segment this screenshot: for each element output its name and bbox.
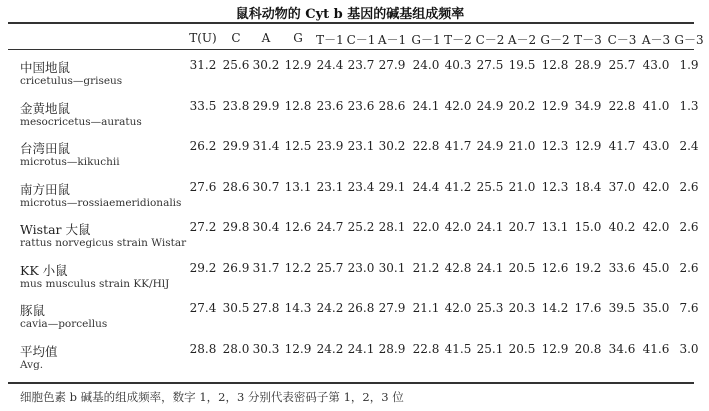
table-cell: 20.2 [508, 98, 536, 113]
table-cell: 29.1 [378, 179, 406, 194]
table-cell: 30.3 [252, 341, 280, 356]
table-cell: 25.1 [476, 341, 504, 356]
table-cell: 24.9 [476, 98, 504, 113]
table-cell: 12.6 [541, 260, 569, 275]
table-cell: 25.7 [316, 260, 344, 275]
table-cell: 24.9 [476, 139, 504, 153]
table-row [0, 342, 700, 380]
table-cell: 30.5 [222, 301, 250, 315]
header-rule [8, 49, 694, 50]
table-cell: 34.9 [574, 98, 602, 113]
table-cell: 21.0 [508, 139, 536, 153]
table-cell: 29.8 [222, 220, 250, 234]
table-cell: 13.1 [541, 220, 569, 234]
table-cell: 2.4 [679, 139, 699, 153]
table-cell: 12.5 [284, 139, 312, 153]
table-cell: 24.1 [476, 220, 504, 234]
column-header: A－2 [507, 33, 537, 47]
table-cell: 28.9 [574, 58, 602, 72]
table-cell: 20.5 [508, 341, 536, 356]
table-cell: 26.9 [222, 260, 250, 275]
table-cell: 26.2 [189, 139, 217, 153]
table-cell: 27.9 [378, 58, 406, 72]
table-cell: 42.0 [444, 98, 472, 113]
table-cell: 23.0 [347, 260, 375, 275]
species-name-cn: 南方田鼠 [20, 181, 71, 197]
table-cell: 28.9 [378, 341, 406, 356]
column-header: T－3 [574, 33, 602, 47]
table-cell: 7.6 [679, 301, 699, 315]
column-header: G [293, 31, 303, 45]
table-cell: 17.6 [574, 301, 602, 315]
table-cell: 19.5 [508, 58, 536, 72]
table-cell: 12.9 [284, 58, 312, 72]
table-cell: 12.6 [284, 220, 312, 234]
table-row [0, 139, 700, 177]
table-cell: 27.5 [476, 58, 504, 72]
table-row [0, 58, 700, 96]
table-cell: 23.1 [316, 179, 344, 194]
table-cell: 21.2 [412, 260, 440, 275]
table-cell: 41.6 [642, 341, 670, 356]
table-cell: 23.6 [316, 98, 344, 113]
table-cell: 25.2 [347, 220, 375, 234]
table-cell: 45.0 [642, 260, 670, 275]
table-cell: 12.3 [541, 139, 569, 153]
species-name-latin: cricetulus—griseus [20, 75, 123, 87]
column-header: T－1 [316, 33, 344, 47]
table-cell: 35.0 [642, 301, 670, 315]
table-cell: 24.1 [476, 260, 504, 275]
table-cell: 41.7 [444, 139, 472, 153]
column-header: C－2 [475, 33, 505, 47]
bottom-rule [8, 382, 694, 384]
table-cell: 39.5 [608, 301, 636, 315]
table-cell: 13.1 [284, 179, 312, 194]
column-header: C－3 [607, 33, 637, 47]
table-cell: 23.1 [347, 139, 375, 153]
species-name-cn: 金黄地鼠 [20, 100, 71, 116]
table-cell: 31.7 [252, 260, 280, 275]
table-cell: 12.3 [541, 179, 569, 194]
species-name-latin: mus musculus strain KK/HlJ [20, 277, 170, 290]
table-cell: 30.2 [252, 58, 280, 72]
table-cell: 40.2 [608, 220, 636, 234]
table-cell: 25.5 [476, 179, 504, 194]
footnote: 细胞色素 b 碱基的组成频率，数字 1，2，3 分别代表密码子第 1，2，3 位 [20, 390, 404, 404]
table-cell: 28.6 [378, 98, 406, 113]
top-rule [8, 22, 694, 24]
table-cell: 30.1 [378, 260, 406, 275]
species-name-latin: mesocricetus—auratus [20, 115, 142, 128]
species-name-cn: 豚鼠 [20, 303, 46, 318]
table-cell: 2.6 [679, 220, 699, 234]
column-header: A－1 [377, 33, 407, 47]
table-cell: 19.2 [574, 260, 602, 275]
table-row [0, 180, 700, 218]
table-cell: 37.0 [608, 179, 636, 194]
species-name-latin: microtus—rossiaemeridionalis [20, 196, 182, 209]
table-cell: 12.9 [541, 98, 569, 113]
table-cell: 2.6 [679, 179, 699, 194]
table-cell: 42.0 [444, 220, 472, 234]
table-cell: 29.9 [222, 139, 250, 153]
table-cell: 24.0 [412, 58, 440, 72]
species-name-latin: cavia—porcellus [20, 318, 108, 330]
table-cell: 41.0 [642, 98, 670, 113]
table-cell: 24.1 [347, 341, 375, 356]
table-cell: 30.7 [252, 179, 280, 194]
table-cell: 1.3 [679, 98, 699, 113]
column-header: A－3 [641, 33, 671, 47]
table-cell: 3.0 [679, 341, 699, 356]
table-cell: 29.9 [252, 98, 280, 113]
table-cell: 29.2 [189, 260, 217, 275]
table-row [0, 99, 700, 137]
table-cell: 41.5 [444, 341, 472, 356]
species-name-cn: 平均值 [20, 343, 58, 359]
table-cell: 27.6 [189, 179, 217, 194]
table-cell: 12.9 [574, 139, 602, 153]
table-cell: 24.2 [316, 301, 344, 315]
species-name-cn: Wistar 大鼠 [20, 222, 91, 237]
table-cell: 30.2 [378, 139, 406, 153]
column-header: T(U) [189, 31, 217, 45]
species-name-latin: Avg. [20, 358, 44, 371]
table-cell: 24.2 [316, 341, 344, 356]
table-cell: 22.8 [608, 98, 636, 113]
table-cell: 23.9 [316, 139, 344, 153]
table-cell: 33.6 [608, 260, 636, 275]
table-cell: 12.9 [541, 341, 569, 356]
column-header: T－2 [444, 33, 472, 47]
table-cell: 26.8 [347, 301, 375, 315]
table-cell: 25.7 [608, 58, 636, 72]
table-cell: 22.8 [412, 139, 440, 153]
column-header: C [231, 31, 241, 45]
table-cell: 12.8 [541, 58, 569, 72]
column-header: G－1 [411, 33, 441, 47]
table-cell: 28.1 [378, 220, 406, 234]
table-cell: 22.8 [412, 341, 440, 356]
table-cell: 42.0 [642, 179, 670, 194]
table-cell: 20.8 [574, 341, 602, 356]
table-cell: 31.2 [189, 58, 217, 72]
species-name-latin: rattus norvegicus strain Wistar [20, 237, 187, 249]
table-cell: 12.9 [284, 341, 312, 356]
table-cell: 20.7 [508, 220, 536, 234]
table-cell: 43.0 [642, 58, 670, 72]
table-cell: 24.7 [316, 220, 344, 234]
table-cell: 21.1 [412, 301, 440, 315]
table-cell: 18.4 [574, 179, 602, 194]
table-cell: 23.6 [347, 98, 375, 113]
table-cell: 22.0 [412, 220, 440, 234]
table-cell: 33.5 [189, 98, 217, 113]
table-cell: 40.3 [444, 58, 472, 72]
table-cell: 23.8 [222, 98, 250, 113]
table-cell: 23.4 [347, 179, 375, 194]
species-name-latin: microtus—kikuchii [20, 156, 120, 168]
table-title: 鼠科动物的 Cyt b 基因的碱基组成频率 [235, 7, 465, 22]
table-cell: 34.6 [608, 341, 636, 356]
table-cell: 20.5 [508, 260, 536, 275]
table-cell: 1.9 [679, 58, 699, 72]
table-cell: 24.1 [412, 98, 440, 113]
table-cell: 42.8 [444, 260, 472, 275]
species-name-cn: 中国地鼠 [20, 60, 71, 75]
column-header: C－1 [346, 33, 376, 47]
table-cell: 25.3 [476, 301, 504, 315]
column-header: G－2 [540, 33, 570, 47]
table-cell: 27.4 [189, 301, 217, 315]
table-cell: 20.3 [508, 301, 536, 315]
table-row [0, 301, 700, 339]
table-cell: 27.8 [252, 301, 280, 315]
table-cell: 2.6 [679, 260, 699, 275]
table-row [0, 261, 700, 299]
table-cell: 28.8 [189, 341, 217, 356]
table-cell: 14.3 [284, 301, 312, 315]
table-cell: 28.0 [222, 341, 250, 356]
species-name-cn: KK 小鼠 [20, 262, 68, 278]
table-cell: 24.4 [412, 179, 440, 194]
table-cell: 41.2 [444, 179, 472, 194]
table-cell: 15.0 [574, 220, 602, 234]
table-cell: 28.6 [222, 179, 250, 194]
table-cell: 25.6 [222, 58, 250, 72]
table-cell: 27.9 [378, 301, 406, 315]
table-cell: 43.0 [642, 139, 670, 153]
table-cell: 41.7 [608, 139, 636, 153]
table-cell: 14.2 [541, 301, 569, 315]
column-header: G－3 [674, 33, 704, 47]
table-cell: 42.0 [642, 220, 670, 234]
table-cell: 21.0 [508, 179, 536, 194]
column-header: A [261, 31, 271, 45]
table-cell: 23.7 [347, 58, 375, 72]
species-name-cn: 台湾田鼠 [20, 141, 71, 156]
table-cell: 42.0 [444, 301, 472, 315]
table-cell: 12.8 [284, 98, 312, 113]
table-row [0, 220, 700, 258]
table-cell: 12.2 [284, 260, 312, 275]
table-cell: 24.4 [316, 58, 344, 72]
table-cell: 27.2 [189, 220, 217, 234]
table-cell: 31.4 [252, 139, 280, 153]
table-cell: 30.4 [252, 220, 280, 234]
